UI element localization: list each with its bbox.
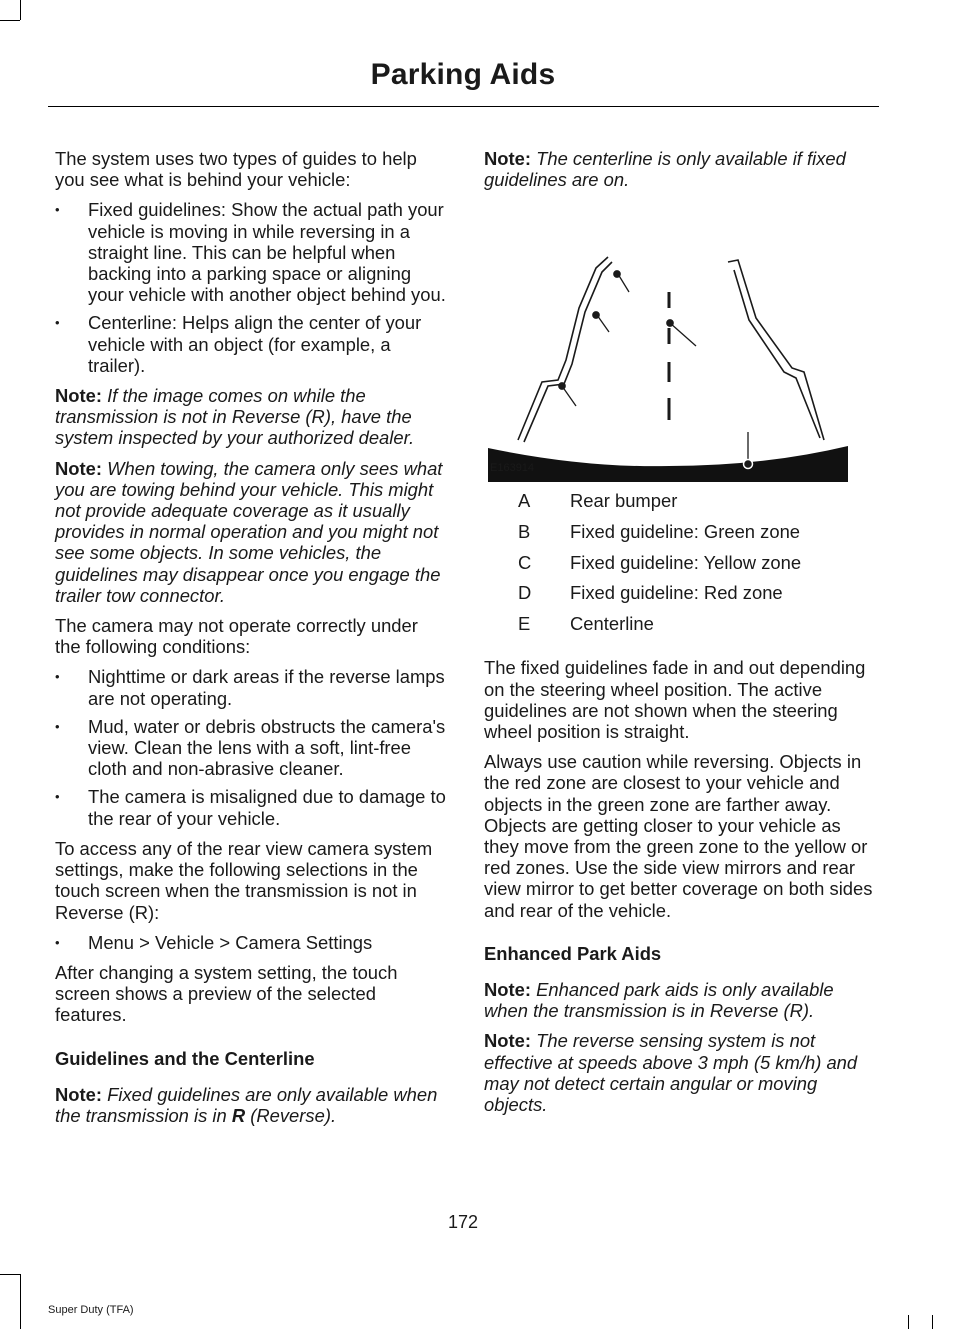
note-label: Note: xyxy=(55,385,102,407)
note-label: Note: xyxy=(484,1030,531,1052)
legend-description: Fixed guideline: Yellow zone xyxy=(570,551,802,573)
list-item: • Centerline: Helps align the center of your vehicle with an object (for example, a trailer). xyxy=(55,312,447,376)
left-column xyxy=(55,148,447,1135)
note-text: If the image comes on while the transmission is not in Reverse (R), have the system inspected by your authorized dealer. xyxy=(55,385,415,449)
reverse-letter: R xyxy=(231,1104,246,1126)
camera-view-illustration xyxy=(484,200,876,490)
note-label: Note: xyxy=(484,148,531,169)
settings-intro: To access any of the rear view camera system settings, make the following selections in the touch screen when the transmission is not in Reverse (R): xyxy=(55,837,433,923)
list-item: • Menu > Vehicle > Camera Settings xyxy=(55,932,447,953)
left-guideline-outer xyxy=(518,257,608,440)
fade-paragraph: The fixed guidelines fade in and out depending on the steering wheel position. The active guidelines are not shown when the steering wheel position is straight. xyxy=(484,657,866,742)
list-item: • Mud, water or debris obstructs the camera's view. Clean the lens with a soft, lint-free cloth and non-abrasive cleaner. xyxy=(55,716,447,780)
note-text xyxy=(55,1084,437,1126)
crop-mark xyxy=(0,20,20,21)
caution-paragraph: Always use caution while reversing. Objects in the red zone are closest to your vehicle and objects in the green zone are farther away. Objects are getting closer to your vehicle as they move from the green zone to the yellow or red zones. Use the side view mirrors and rear view mirror to get better coverage on both sides and rear of the vehicle. xyxy=(484,751,873,921)
settings-list xyxy=(55,932,447,953)
callout-dot xyxy=(559,383,565,389)
guide-types-list xyxy=(55,199,447,376)
legend-description: Rear bumper xyxy=(570,490,678,512)
list-item: • The camera is misaligned due to damage to the rear of your vehicle. xyxy=(55,786,447,828)
crop-mark xyxy=(20,1274,21,1329)
note-guidelines-availability xyxy=(55,1084,447,1126)
after-change-paragraph: After changing a system setting, the touch screen shows a preview of the selected features. xyxy=(55,961,398,1026)
conditions-list xyxy=(55,666,447,828)
figure-legend xyxy=(484,490,876,643)
right-column xyxy=(484,148,876,1124)
rear-bumper-shape xyxy=(488,446,848,482)
legend-description: Centerline xyxy=(570,612,654,634)
note-text: The reverse sensing system is not effective at speeds above 3 mph (5 km/h) and may not detect certain angular or moving objects. xyxy=(484,1030,858,1116)
note-inspection xyxy=(55,385,447,449)
callout-dot xyxy=(614,271,620,277)
legend-description: Fixed guideline: Red zone xyxy=(570,582,783,604)
note-reverse-sensing xyxy=(484,1030,876,1115)
page-number: 172 xyxy=(447,1212,479,1232)
footer-model: Super Duty (TFA) xyxy=(48,1304,134,1316)
note-label: Note: xyxy=(55,1083,102,1105)
note-label: Note: xyxy=(55,457,102,479)
callout-dot xyxy=(744,460,753,469)
list-item: • Nighttime or dark areas if the reverse lamps are not operating. xyxy=(55,666,447,708)
legend-letter: C xyxy=(518,551,532,573)
note-text-part: (Reverse). xyxy=(245,1104,337,1126)
right-guideline-outer xyxy=(734,270,820,438)
legend-row xyxy=(484,552,876,583)
callout-dot xyxy=(593,312,599,318)
legend-row xyxy=(484,490,876,521)
page-title: Parking Aids xyxy=(370,58,556,91)
note-text: The centerline is only available if fixed guidelines are on. xyxy=(484,148,846,191)
legend-row xyxy=(484,521,876,552)
callout-leader xyxy=(670,323,696,346)
conditions-intro: The camera may not operate correctly under the following conditions: xyxy=(55,615,418,658)
figure-code: E163914 xyxy=(490,462,535,475)
legend-letter: B xyxy=(518,521,531,542)
legend-letter: A xyxy=(518,490,531,512)
note-text-part: Fixed guidelines are only available when the transmission is in xyxy=(55,1083,438,1126)
legend-letter: D xyxy=(518,582,532,604)
camera-guidelines-figure xyxy=(484,200,876,490)
intro-paragraph: The system uses two types of guides to help you see what is behind your vehicle: xyxy=(55,148,417,191)
crop-mark xyxy=(20,0,21,20)
note-enhanced-availability xyxy=(484,979,876,1021)
legend-row xyxy=(484,582,876,613)
crop-mark xyxy=(932,1315,933,1329)
callout-dot xyxy=(667,320,673,326)
legend-description: Fixed guideline: Green zone xyxy=(570,521,801,542)
list-item: • Fixed guidelines: Show the actual path your vehicle is moving in while reversing in a straight line. This can be helpful when backing into a parking space or aligning your vehicle with another object behind you. xyxy=(55,199,447,305)
legend-row xyxy=(484,613,876,644)
note-text: When towing, the camera only sees what you are towing behind your vehicle. This might not provide adequate coverage as it usually provides in normal operation and you might not see some objects. In some vehicles, the guidelines may disappear once you engage the trailer tow connector. xyxy=(55,457,443,606)
note-centerline xyxy=(484,148,876,190)
note-label: Note: xyxy=(484,979,531,1001)
section-heading-enhanced-park-aids: Enhanced Park Aids xyxy=(484,942,662,964)
note-towing xyxy=(55,458,447,606)
legend-letter: E xyxy=(518,612,531,634)
title-rule xyxy=(48,106,879,107)
crop-mark xyxy=(908,1315,909,1329)
note-text: Enhanced park aids is only available when the transmission is in Reverse (R). xyxy=(484,979,834,1022)
crop-mark xyxy=(0,1274,20,1275)
section-heading-guidelines: Guidelines and the Centerline xyxy=(55,1047,315,1069)
